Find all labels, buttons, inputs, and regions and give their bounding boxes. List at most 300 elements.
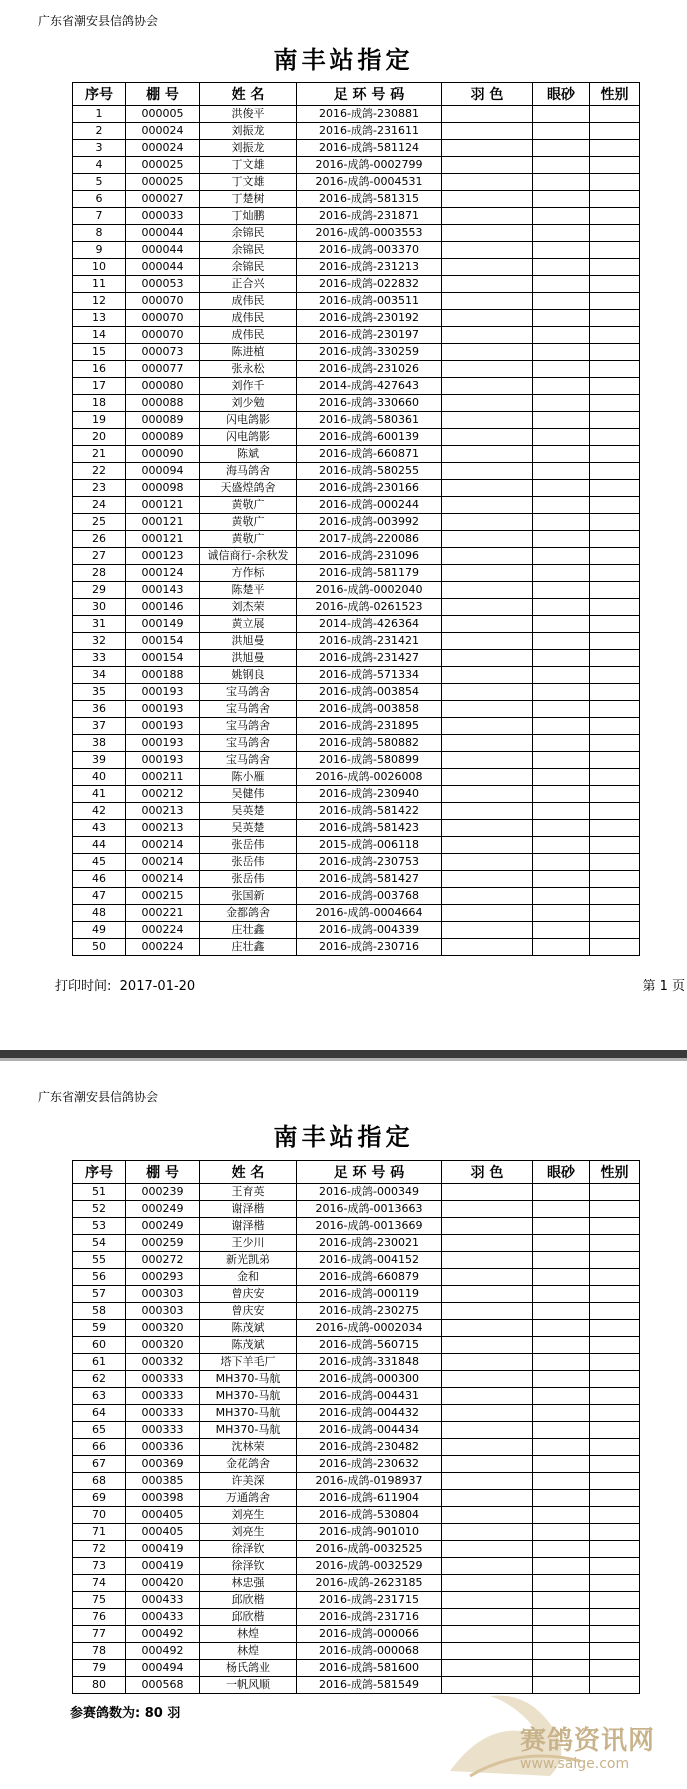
col-header-sex: 性别	[590, 1161, 640, 1184]
cell-ring: 2016-成鸽-0032529	[297, 1558, 442, 1575]
cell-sex	[590, 1660, 640, 1677]
cell-loft: 000385	[126, 1473, 200, 1490]
cell-eye	[533, 1660, 590, 1677]
table-row	[73, 1439, 640, 1456]
cell-no: 55	[73, 1252, 126, 1269]
cell-name: 万通鸽舍	[200, 1490, 297, 1507]
cell-loft: 000070	[126, 327, 200, 344]
table-row	[73, 106, 640, 123]
cell-eye	[533, 854, 590, 871]
table-row	[73, 667, 640, 684]
table-row	[73, 922, 640, 939]
total-count: 参赛鸽数为: 80 羽	[70, 1706, 181, 1721]
col-header-color: 羽 色	[442, 83, 533, 106]
cell-ring: 2016-成鸽-230482	[297, 1439, 442, 1456]
cell-color	[442, 106, 533, 123]
cell-sex	[590, 888, 640, 905]
cell-sex	[590, 310, 640, 327]
cell-loft: 000492	[126, 1626, 200, 1643]
table-row	[73, 1660, 640, 1677]
cell-color	[442, 1626, 533, 1643]
cell-color	[442, 1184, 533, 1201]
cell-color	[442, 1643, 533, 1660]
cell-eye	[533, 633, 590, 650]
cell-name: 洪旭曼	[200, 633, 297, 650]
cell-sex	[590, 1626, 640, 1643]
cell-color	[442, 242, 533, 259]
cell-name: 邱欣楷	[200, 1592, 297, 1609]
cell-color	[442, 1269, 533, 1286]
cell-loft: 000215	[126, 888, 200, 905]
cell-no: 20	[73, 429, 126, 446]
cell-no: 77	[73, 1626, 126, 1643]
cell-color	[442, 837, 533, 854]
cell-no: 64	[73, 1405, 126, 1422]
cell-eye	[533, 1320, 590, 1337]
cell-no: 41	[73, 786, 126, 803]
cell-name: MH370-马航	[200, 1371, 297, 1388]
cell-name: 黄立展	[200, 616, 297, 633]
cell-color	[442, 1439, 533, 1456]
cell-sex	[590, 582, 640, 599]
cell-color	[442, 684, 533, 701]
table-row	[73, 1592, 640, 1609]
cell-eye	[533, 1269, 590, 1286]
cell-name: 天盛煌鸽舍	[200, 480, 297, 497]
cell-color	[442, 1201, 533, 1218]
cell-color	[442, 548, 533, 565]
cell-loft: 000333	[126, 1371, 200, 1388]
cell-eye	[533, 293, 590, 310]
cell-eye	[533, 378, 590, 395]
cell-no: 73	[73, 1558, 126, 1575]
cell-loft: 000024	[126, 140, 200, 157]
cell-no: 46	[73, 871, 126, 888]
table-row	[73, 531, 640, 548]
cell-name: 吴健伟	[200, 786, 297, 803]
cell-no: 6	[73, 191, 126, 208]
cell-eye	[533, 1592, 590, 1609]
cell-loft: 000333	[126, 1388, 200, 1405]
cell-sex	[590, 1235, 640, 1252]
table-row	[73, 888, 640, 905]
cell-ring: 2016-成鸽-0002040	[297, 582, 442, 599]
cell-color	[442, 854, 533, 871]
cell-color	[442, 1252, 533, 1269]
cell-loft: 000568	[126, 1677, 200, 1694]
cell-ring: 2016-成鸽-230166	[297, 480, 442, 497]
cell-eye	[533, 1422, 590, 1439]
cell-no: 53	[73, 1218, 126, 1235]
cell-ring: 2016-成鸽-003768	[297, 888, 442, 905]
cell-loft: 000089	[126, 412, 200, 429]
cell-no: 34	[73, 667, 126, 684]
cell-no: 36	[73, 701, 126, 718]
cell-no: 47	[73, 888, 126, 905]
cell-sex	[590, 684, 640, 701]
table-row	[73, 803, 640, 820]
cell-name: 黄敬广	[200, 514, 297, 531]
cell-ring: 2016-成鸽-581427	[297, 871, 442, 888]
cell-ring: 2016-成鸽-331848	[297, 1354, 442, 1371]
cell-name: 张岳伟	[200, 854, 297, 871]
table-row	[73, 412, 640, 429]
cell-name: 余锦民	[200, 225, 297, 242]
cell-eye	[533, 1371, 590, 1388]
cell-color	[442, 514, 533, 531]
table-row	[73, 157, 640, 174]
cell-ring: 2016-成鸽-000068	[297, 1643, 442, 1660]
cell-sex	[590, 548, 640, 565]
cell-name: 金和	[200, 1269, 297, 1286]
cell-loft: 000336	[126, 1439, 200, 1456]
cell-loft: 000123	[126, 548, 200, 565]
cell-no: 71	[73, 1524, 126, 1541]
cell-eye	[533, 344, 590, 361]
table-row	[73, 854, 640, 871]
cell-sex	[590, 1405, 640, 1422]
cell-ring: 2016-成鸽-003858	[297, 701, 442, 718]
cell-loft: 000398	[126, 1490, 200, 1507]
table-row	[73, 1286, 640, 1303]
cell-loft: 000433	[126, 1592, 200, 1609]
cell-loft: 000214	[126, 854, 200, 871]
cell-no: 12	[73, 293, 126, 310]
cell-color	[442, 327, 533, 344]
cell-name: 正合兴	[200, 276, 297, 293]
cell-name: 丁灿鹏	[200, 208, 297, 225]
cell-name: 宝马鸽舍	[200, 684, 297, 701]
cell-color	[442, 1473, 533, 1490]
table-row	[73, 429, 640, 446]
cell-loft: 000211	[126, 769, 200, 786]
cell-name: 方作标	[200, 565, 297, 582]
col-header-loft: 棚 号	[126, 83, 200, 106]
cell-name: 曾庆安	[200, 1303, 297, 1320]
cell-ring: 2016-成鸽-600139	[297, 429, 442, 446]
cell-loft: 000027	[126, 191, 200, 208]
cell-eye	[533, 735, 590, 752]
table-row	[73, 208, 640, 225]
cell-sex	[590, 174, 640, 191]
cell-no: 39	[73, 752, 126, 769]
cell-loft: 000025	[126, 174, 200, 191]
cell-sex	[590, 616, 640, 633]
table-row	[73, 361, 640, 378]
cell-loft: 000433	[126, 1609, 200, 1626]
cell-eye	[533, 1218, 590, 1235]
cell-color	[442, 1660, 533, 1677]
cell-loft: 000044	[126, 259, 200, 276]
cell-color	[442, 480, 533, 497]
cell-loft: 000419	[126, 1558, 200, 1575]
cell-ring: 2016-成鸽-004339	[297, 922, 442, 939]
cell-no: 67	[73, 1456, 126, 1473]
cell-loft: 000154	[126, 633, 200, 650]
cell-ring: 2016-成鸽-660871	[297, 446, 442, 463]
cell-loft: 000224	[126, 922, 200, 939]
page-number: 第 1 页	[642, 979, 685, 994]
cell-name: 陈茂斌	[200, 1337, 297, 1354]
cell-sex	[590, 395, 640, 412]
cell-eye	[533, 1201, 590, 1218]
cell-ring: 2016-成鸽-581179	[297, 565, 442, 582]
cell-color	[442, 735, 533, 752]
cell-loft: 000272	[126, 1252, 200, 1269]
cell-eye	[533, 786, 590, 803]
cell-eye	[533, 565, 590, 582]
cell-ring: 2016-成鸽-004434	[297, 1422, 442, 1439]
cell-no: 18	[73, 395, 126, 412]
col-header-ring: 足 环 号 码	[297, 1161, 442, 1184]
cell-ring: 2016-成鸽-231611	[297, 123, 442, 140]
cell-name: 张岳伟	[200, 837, 297, 854]
cell-ring: 2016-成鸽-230197	[297, 327, 442, 344]
cell-color	[442, 1388, 533, 1405]
cell-sex	[590, 1643, 640, 1660]
cell-eye	[533, 1643, 590, 1660]
cell-sex	[590, 1269, 640, 1286]
cell-eye	[533, 1184, 590, 1201]
cell-color	[442, 905, 533, 922]
col-header-color: 羽 色	[442, 1161, 533, 1184]
cell-name: 余锦民	[200, 242, 297, 259]
cell-name: 洪旭曼	[200, 650, 297, 667]
table-row	[73, 752, 640, 769]
cell-loft: 000143	[126, 582, 200, 599]
cell-sex	[590, 939, 640, 956]
cell-loft: 000154	[126, 650, 200, 667]
cell-eye	[533, 327, 590, 344]
cell-name: 杨氏鸽业	[200, 1660, 297, 1677]
cell-color	[442, 1592, 533, 1609]
cell-sex	[590, 1575, 640, 1592]
cell-no: 40	[73, 769, 126, 786]
table-row	[73, 548, 640, 565]
table-row	[73, 820, 640, 837]
cell-eye	[533, 1490, 590, 1507]
cell-ring: 2014-成鸽-426364	[297, 616, 442, 633]
table-row	[73, 1422, 640, 1439]
cell-loft: 000320	[126, 1337, 200, 1354]
cell-eye	[533, 548, 590, 565]
cell-eye	[533, 225, 590, 242]
cell-color	[442, 599, 533, 616]
cell-eye	[533, 769, 590, 786]
cell-sex	[590, 225, 640, 242]
cell-eye	[533, 480, 590, 497]
cell-sex	[590, 786, 640, 803]
page-divider	[0, 1050, 687, 1058]
cell-loft: 000053	[126, 276, 200, 293]
cell-no: 17	[73, 378, 126, 395]
cell-eye	[533, 242, 590, 259]
cell-color	[442, 174, 533, 191]
cell-ring: 2016-成鸽-231421	[297, 633, 442, 650]
cell-no: 5	[73, 174, 126, 191]
cell-eye	[533, 208, 590, 225]
table-row	[73, 786, 640, 803]
cell-sex	[590, 1303, 640, 1320]
cell-name: 张国新	[200, 888, 297, 905]
cell-ring: 2016-成鸽-0032525	[297, 1541, 442, 1558]
cell-ring: 2016-成鸽-231895	[297, 718, 442, 735]
cell-no: 45	[73, 854, 126, 871]
cell-color	[442, 1490, 533, 1507]
cell-ring: 2016-成鸽-230275	[297, 1303, 442, 1320]
cell-no: 72	[73, 1541, 126, 1558]
cell-name: 王少川	[200, 1235, 297, 1252]
cell-name: 丁楚树	[200, 191, 297, 208]
cell-sex	[590, 1456, 640, 1473]
cell-no: 51	[73, 1184, 126, 1201]
table-row	[73, 497, 640, 514]
table-row	[73, 1201, 640, 1218]
cell-color	[442, 1456, 533, 1473]
cell-loft: 000088	[126, 395, 200, 412]
cell-loft: 000089	[126, 429, 200, 446]
page-title-2: 南丰站指定	[273, 1122, 414, 1151]
cell-color	[442, 1320, 533, 1337]
cell-ring: 2016-成鸽-560715	[297, 1337, 442, 1354]
cell-ring: 2016-成鸽-230881	[297, 106, 442, 123]
cell-ring: 2016-成鸽-0003553	[297, 225, 442, 242]
cell-loft: 000303	[126, 1286, 200, 1303]
table-row	[73, 939, 640, 956]
cell-loft: 000024	[126, 123, 200, 140]
cell-sex	[590, 922, 640, 939]
cell-no: 31	[73, 616, 126, 633]
cell-no: 15	[73, 344, 126, 361]
cell-no: 32	[73, 633, 126, 650]
cell-ring: 2016-成鸽-660879	[297, 1269, 442, 1286]
cell-ring: 2016-成鸽-330259	[297, 344, 442, 361]
cell-sex	[590, 1558, 640, 1575]
cell-color	[442, 1303, 533, 1320]
table-row	[73, 1371, 640, 1388]
cell-color	[442, 310, 533, 327]
cell-sex	[590, 1354, 640, 1371]
cell-color	[442, 752, 533, 769]
table-row	[73, 1490, 640, 1507]
table-row	[73, 1541, 640, 1558]
cell-no: 56	[73, 1269, 126, 1286]
cell-name: 姚钢良	[200, 667, 297, 684]
col-header-name: 姓 名	[200, 83, 297, 106]
cell-no: 52	[73, 1201, 126, 1218]
cell-sex	[590, 140, 640, 157]
cell-sex	[590, 633, 640, 650]
cell-eye	[533, 157, 590, 174]
cell-eye	[533, 463, 590, 480]
cell-ring: 2014-成鸽-427643	[297, 378, 442, 395]
table-row	[73, 1218, 640, 1235]
cell-loft: 000239	[126, 1184, 200, 1201]
table-row	[73, 276, 640, 293]
cell-name: 刘振龙	[200, 140, 297, 157]
cell-color	[442, 463, 533, 480]
cell-ring: 2016-成鸽-230632	[297, 1456, 442, 1473]
cell-name: 吴英楚	[200, 820, 297, 837]
cell-name: 吴英楚	[200, 803, 297, 820]
table-row	[73, 395, 640, 412]
cell-name: 刘振龙	[200, 123, 297, 140]
cell-name: 丁文雄	[200, 174, 297, 191]
cell-name: 许美深	[200, 1473, 297, 1490]
cell-eye	[533, 531, 590, 548]
cell-ring: 2016-成鸽-0013669	[297, 1218, 442, 1235]
cell-loft: 000224	[126, 939, 200, 956]
cell-sex	[590, 1371, 640, 1388]
cell-sex	[590, 1320, 640, 1337]
cell-name: 林忠强	[200, 1575, 297, 1592]
cell-color	[442, 1541, 533, 1558]
cell-sex	[590, 1422, 640, 1439]
table-row	[73, 599, 640, 616]
watermark-url: www.saige.com	[520, 1756, 630, 1772]
cell-sex	[590, 1439, 640, 1456]
cell-eye	[533, 412, 590, 429]
cell-ring: 2016-成鸽-004432	[297, 1405, 442, 1422]
table-row	[73, 718, 640, 735]
cell-sex	[590, 1524, 640, 1541]
cell-name: 陈进植	[200, 344, 297, 361]
cell-ring: 2016-成鸽-231871	[297, 208, 442, 225]
cell-no: 24	[73, 497, 126, 514]
cell-ring: 2017-成鸽-220086	[297, 531, 442, 548]
cell-name: 刘少勉	[200, 395, 297, 412]
cell-sex	[590, 905, 640, 922]
cell-eye	[533, 599, 590, 616]
cell-eye	[533, 123, 590, 140]
cell-sex	[590, 718, 640, 735]
cell-no: 78	[73, 1643, 126, 1660]
cell-loft: 000193	[126, 701, 200, 718]
cell-no: 14	[73, 327, 126, 344]
cell-eye	[533, 395, 590, 412]
table-row	[73, 1507, 640, 1524]
cell-loft: 000077	[126, 361, 200, 378]
cell-no: 3	[73, 140, 126, 157]
col-header-eye: 眼砂	[533, 83, 590, 106]
cell-name: 一帆风顺	[200, 1677, 297, 1694]
cell-eye	[533, 514, 590, 531]
cell-color	[442, 412, 533, 429]
cell-sex	[590, 514, 640, 531]
cell-loft: 000193	[126, 718, 200, 735]
cell-loft: 000124	[126, 565, 200, 582]
cell-ring: 2016-成鸽-611904	[297, 1490, 442, 1507]
cell-sex	[590, 378, 640, 395]
cell-name: 徐泽钦	[200, 1558, 297, 1575]
cell-sex	[590, 344, 640, 361]
cell-ring: 2016-成鸽-000244	[297, 497, 442, 514]
cell-loft: 000420	[126, 1575, 200, 1592]
cell-sex	[590, 752, 640, 769]
table-row	[73, 1303, 640, 1320]
cell-eye	[533, 820, 590, 837]
cell-ring: 2016-成鸽-231716	[297, 1609, 442, 1626]
cell-ring: 2016-成鸽-0002034	[297, 1320, 442, 1337]
cell-ring: 2016-成鸽-004152	[297, 1252, 442, 1269]
cell-ring: 2016-成鸽-581549	[297, 1677, 442, 1694]
col-header-loft: 棚 号	[126, 1161, 200, 1184]
cell-name: 曾庆安	[200, 1286, 297, 1303]
col-header-eye: 眼砂	[533, 1161, 590, 1184]
cell-ring: 2016-成鸽-530804	[297, 1507, 442, 1524]
roster-table-1	[72, 82, 640, 956]
table-row	[73, 310, 640, 327]
